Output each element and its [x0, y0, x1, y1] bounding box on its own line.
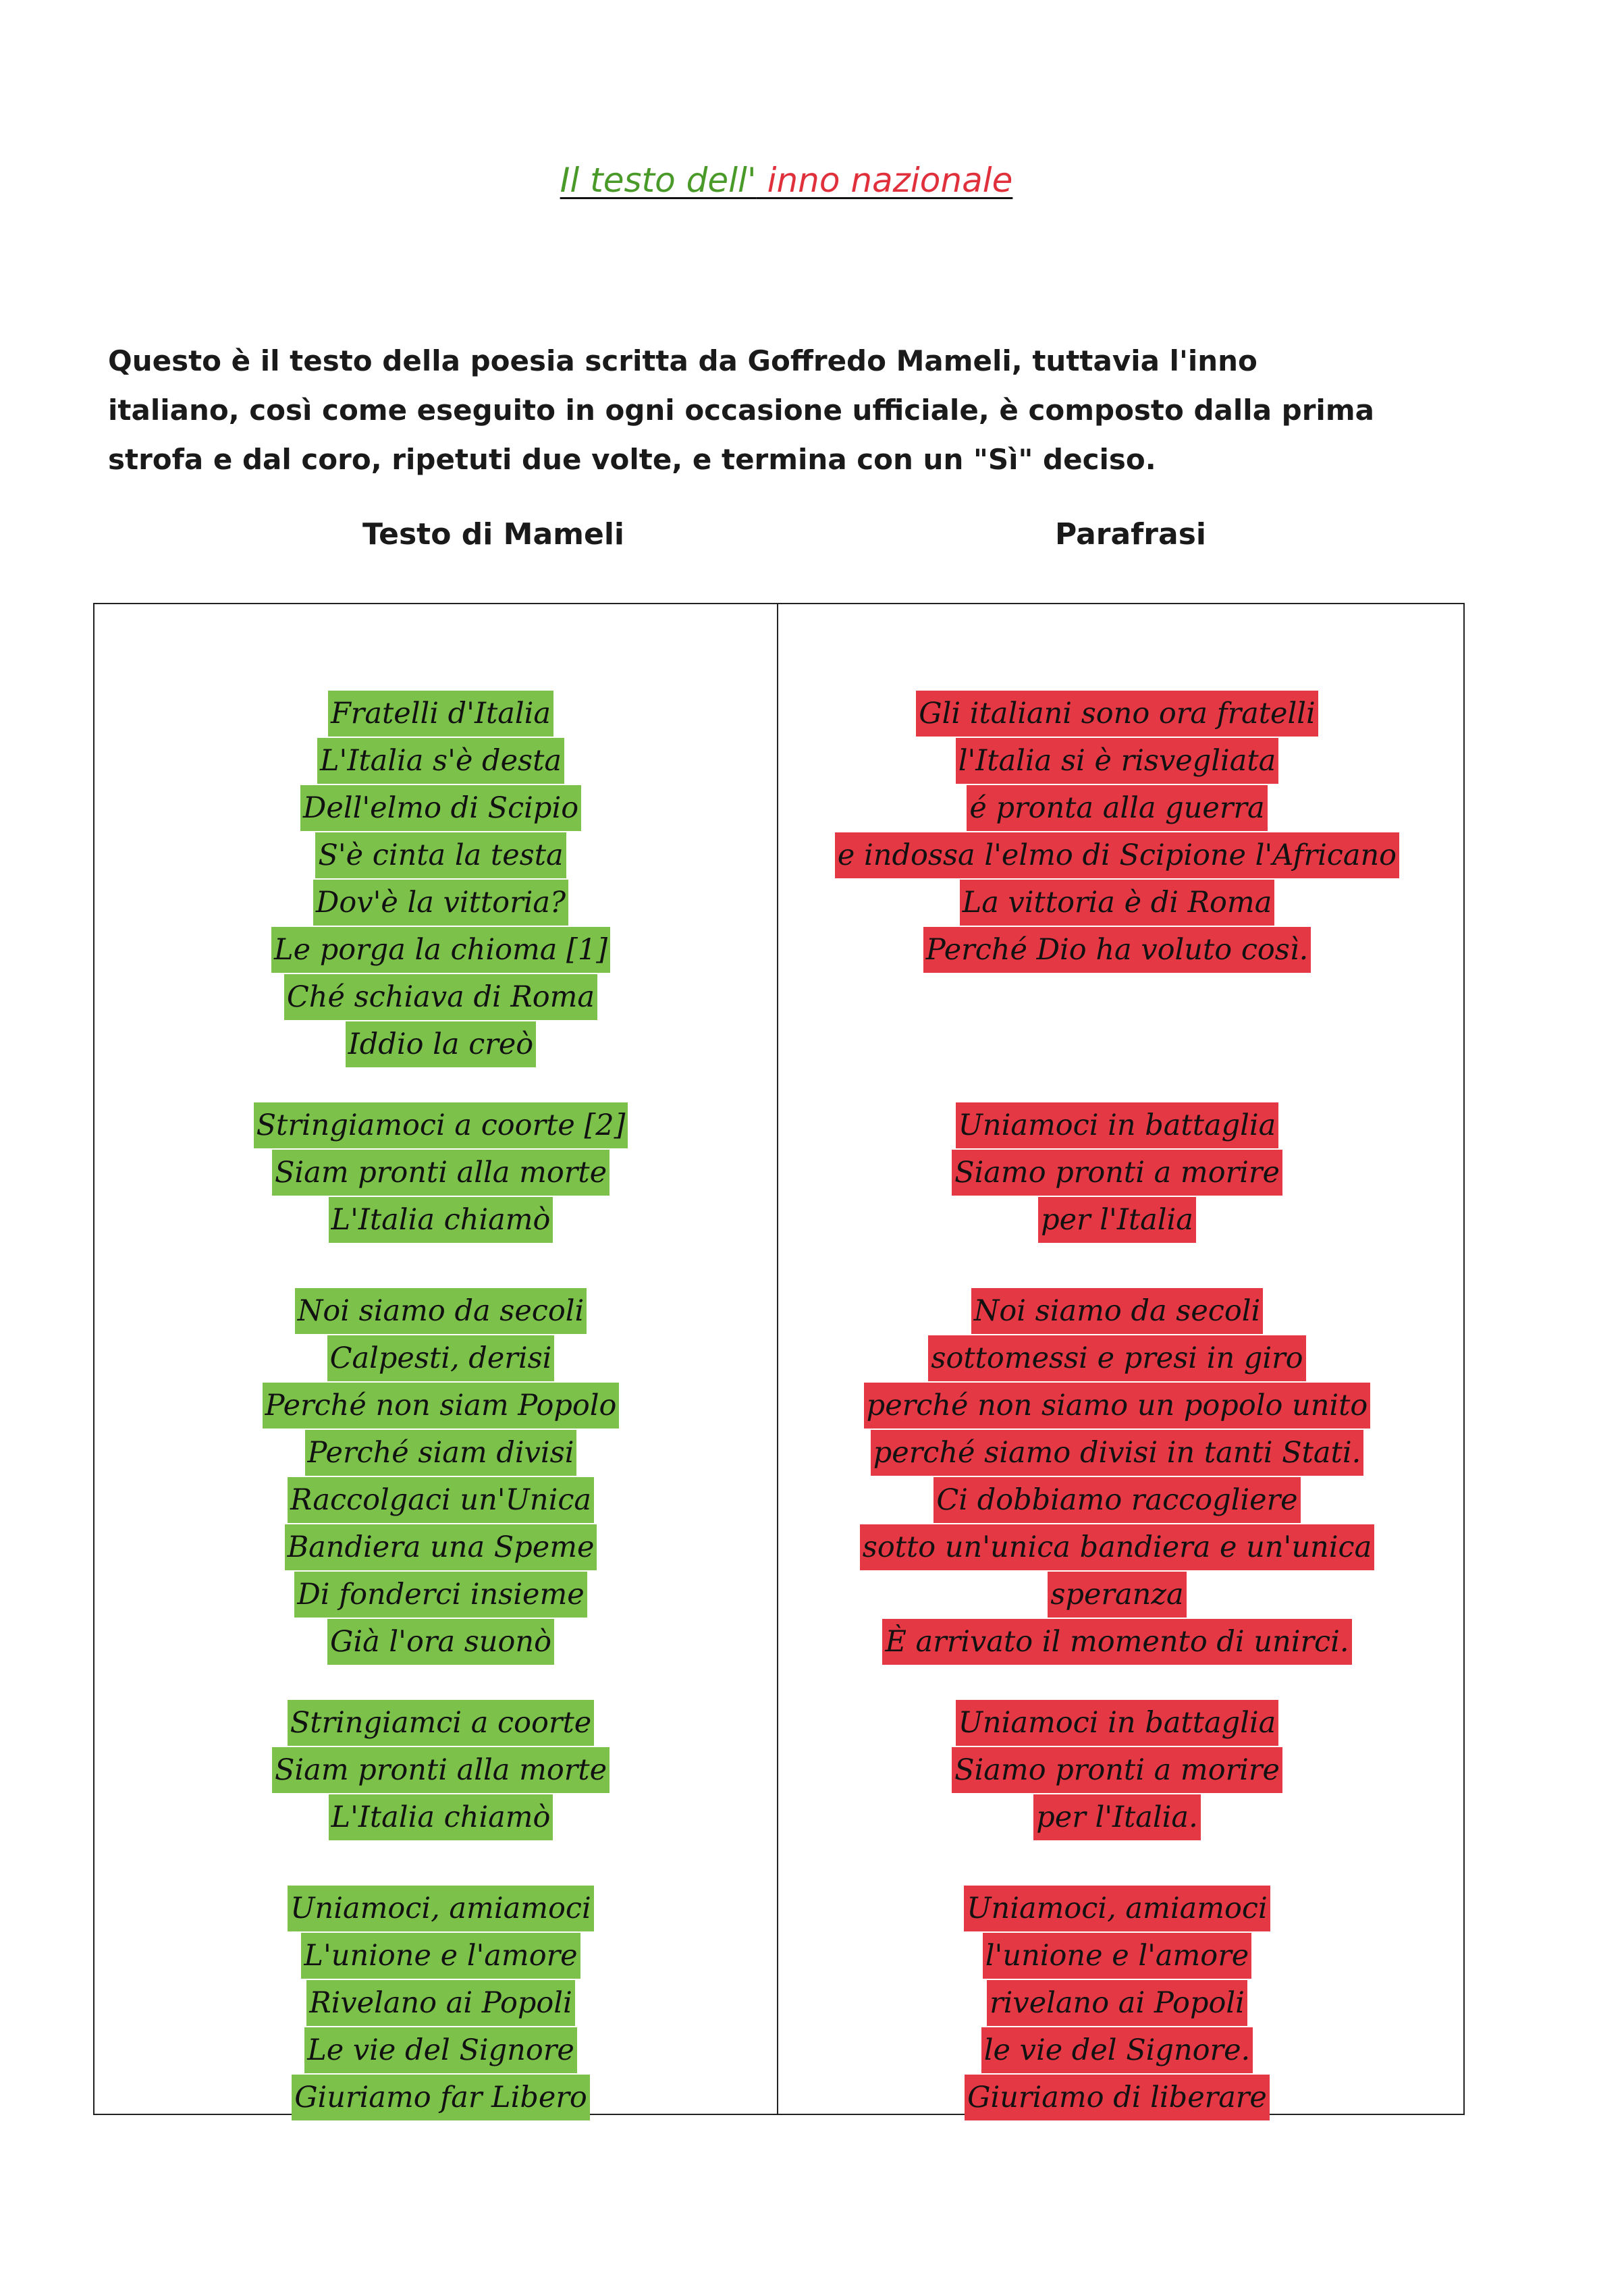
parafrasi-verse-line — [780, 1571, 1455, 1618]
parafrasi-verse-text: l'unione e l'amore — [983, 1933, 1251, 1979]
mameli-verse-text: L'unione e l'amore — [301, 1933, 580, 1979]
parafrasi-verse-text: l'Italia si è risvegliata — [956, 738, 1279, 784]
parafrasi-verse-text: La vittoria è di Roma — [960, 880, 1275, 926]
parafrasi-stanza — [780, 1102, 1455, 1244]
parafrasi-verse-line — [780, 737, 1455, 784]
parafrasi-verse-text: per l'Italia — [1038, 1197, 1196, 1243]
parafrasi-verse-line — [780, 1287, 1455, 1335]
mameli-verse-line — [103, 1979, 778, 2027]
mameli-verse-line — [103, 1699, 778, 1746]
mameli-verse-line — [103, 1335, 778, 1382]
mameli-verse-line — [103, 1196, 778, 1244]
parafrasi-verse-line — [780, 1524, 1455, 1571]
mameli-verse-text: Di fonderci insieme — [294, 1572, 587, 1618]
mameli-verse-text: Già l'ora suonò — [327, 1619, 554, 1665]
parafrasi-verse-text: speranza — [1048, 1572, 1186, 1618]
parafrasi-verse-line — [780, 1382, 1455, 1429]
mameli-verse-line — [103, 1571, 778, 1618]
parafrasi-verse-text: Ci dobbiamo raccogliere — [933, 1477, 1300, 1523]
title-part-red: inno nazionale — [756, 161, 1013, 200]
parafrasi-verse-line — [780, 2074, 1455, 2121]
parafrasi-verse-line — [780, 1885, 1455, 1932]
mameli-verse-text: Noi siamo da secoli — [295, 1288, 587, 1334]
page-title — [0, 161, 1573, 200]
mameli-verse-text: Stringiamoci a coorte [2] — [254, 1102, 628, 1148]
parafrasi-stanza — [780, 1287, 1455, 1665]
mameli-verse-line — [103, 1102, 778, 1149]
parafrasi-verse-line — [780, 2027, 1455, 2074]
mameli-verse-line — [103, 690, 778, 737]
parafrasi-verse-text: sotto un'unica bandiera e un'unica — [860, 1524, 1374, 1570]
parafrasi-verse-line — [780, 1618, 1455, 1665]
mameli-verse-line — [103, 926, 778, 973]
mameli-verse-text: Raccolgaci un'Unica — [288, 1477, 594, 1523]
parafrasi-verse-text: Gli italiani sono ora fratelli — [916, 691, 1318, 737]
mameli-verse-text: Dell'elmo di Scipio — [300, 785, 581, 831]
parafrasi-verse-text: Siamo pronti a morire — [952, 1150, 1282, 1196]
mameli-verse-line — [103, 1021, 778, 1068]
intro-line: Questo è il testo della poesia scritta da Goffredo Mameli, tuttavia l'inno — [108, 344, 1257, 377]
mameli-verse-text: Siam pronti alla morte — [272, 1150, 610, 1196]
mameli-verse-line — [103, 784, 778, 832]
mameli-verse-line — [103, 973, 778, 1021]
parafrasi-verse-text: Uniamoci in battaglia — [956, 1700, 1279, 1746]
parafrasi-verse-text: Noi siamo da secoli — [971, 1288, 1264, 1334]
mameli-stanza — [103, 1699, 778, 1841]
mameli-stanza — [103, 690, 778, 1068]
parafrasi-verse-text: Uniamoci, amiamoci — [964, 1886, 1270, 1931]
intro-line: italiano, così come eseguito in ogni occasione ufficiale, è composto dalla prima — [108, 394, 1374, 427]
parafrasi-verse-text: È arrivato il momento di unirci. — [882, 1619, 1351, 1665]
mameli-verse-line — [103, 2074, 778, 2121]
mameli-verse-text: L'Italia chiamò — [329, 1197, 553, 1243]
mameli-verse-line — [103, 1746, 778, 1794]
parafrasi-verse-text: e indossa l'elmo di Scipione l'Africano — [835, 832, 1399, 878]
mameli-verse-text: Siam pronti alla morte — [272, 1747, 610, 1793]
mameli-verse-line — [103, 1287, 778, 1335]
column-header-parafrasi: Parafrasi — [1055, 517, 1206, 552]
mameli-verse-text: Rivelano ai Popoli — [306, 1980, 575, 2026]
column-header-mameli: Testo di Mameli — [362, 517, 624, 552]
parafrasi-verse-line — [780, 1102, 1455, 1149]
parafrasi-verse-text: perché siamo divisi in tanti Stati. — [871, 1430, 1364, 1476]
mameli-verse-line — [103, 1524, 778, 1571]
mameli-verse-line — [103, 1618, 778, 1665]
parafrasi-verse-line — [780, 1196, 1455, 1244]
parafrasi-verse-line — [780, 1149, 1455, 1196]
intro-line: strofa e dal coro, ripetuti due volte, e termina con un "Sì" deciso. — [108, 443, 1156, 476]
parafrasi-verse-line — [780, 832, 1455, 879]
mameli-stanza — [103, 1287, 778, 1665]
mameli-verse-line — [103, 1149, 778, 1196]
parafrasi-verse-line — [780, 1979, 1455, 2027]
mameli-verse-line — [103, 1429, 778, 1476]
mameli-verse-line — [103, 832, 778, 879]
parafrasi-verse-line — [780, 1335, 1455, 1382]
parafrasi-verse-text: sottomessi e presi in giro — [928, 1335, 1305, 1381]
title-part-green: Il testo dell' — [560, 161, 757, 200]
mameli-verse-text: Calpesti, derisi — [327, 1335, 555, 1381]
parafrasi-verse-line — [780, 1699, 1455, 1746]
parafrasi-verse-line — [780, 926, 1455, 973]
parafrasi-verse-text: Giuriamo di liberare — [965, 2075, 1270, 2120]
parafrasi-verse-line — [780, 1794, 1455, 1841]
parafrasi-verse-line — [780, 1746, 1455, 1794]
mameli-verse-text: L'Italia chiamò — [329, 1794, 553, 1840]
mameli-verse-text: Le vie del Signore — [304, 2027, 577, 2073]
mameli-verse-line — [103, 2027, 778, 2074]
mameli-stanza — [103, 1885, 778, 2121]
parafrasi-verse-line — [780, 690, 1455, 737]
mameli-verse-line — [103, 737, 778, 784]
parafrasi-stanza — [780, 1699, 1455, 1841]
parafrasi-verse-line — [780, 879, 1455, 926]
parafrasi-verse-text: per l'Italia. — [1033, 1794, 1200, 1840]
mameli-verse-text: Dov'è la vittoria? — [313, 880, 568, 926]
mameli-verse-line — [103, 1382, 778, 1429]
parafrasi-verse-text: Uniamoci in battaglia — [956, 1102, 1279, 1148]
parafrasi-verse-text: le vie del Signore. — [981, 2027, 1253, 2073]
parafrasi-verse-line — [780, 1429, 1455, 1476]
parafrasi-verse-text: Perché Dio ha voluto così. — [923, 927, 1311, 973]
mameli-verse-text: Stringiamci a coorte — [288, 1700, 594, 1746]
parafrasi-stanza — [780, 1885, 1455, 2121]
mameli-verse-text: Bandiera una Speme — [285, 1524, 597, 1570]
parafrasi-verse-text: rivelano ai Popoli — [987, 1980, 1247, 2026]
mameli-verse-text: Le porga la chioma [1] — [271, 927, 610, 973]
mameli-verse-line — [103, 1885, 778, 1932]
parafrasi-stanza — [780, 690, 1455, 973]
mameli-verse-line — [103, 879, 778, 926]
mameli-verse-text: Giuriamo far Libero — [292, 2075, 590, 2120]
mameli-verse-text: Ché schiava di Roma — [284, 974, 597, 1020]
mameli-verse-line — [103, 1932, 778, 1979]
parafrasi-verse-text: é pronta alla guerra — [967, 785, 1267, 831]
mameli-stanza — [103, 1102, 778, 1244]
mameli-verse-line — [103, 1476, 778, 1524]
parafrasi-verse-line — [780, 1476, 1455, 1524]
mameli-verse-text: Fratelli d'Italia — [328, 691, 553, 737]
mameli-verse-text: Perché non siam Popolo — [263, 1383, 620, 1429]
mameli-verse-text: Iddio la creò — [346, 1021, 536, 1067]
mameli-verse-text: Perché siam divisi — [305, 1430, 577, 1476]
mameli-verse-text: L'Italia s'è desta — [317, 738, 564, 784]
intro-paragraph — [108, 336, 1444, 484]
mameli-verse-text: S'è cinta la testa — [315, 832, 566, 878]
mameli-verse-line — [103, 1794, 778, 1841]
parafrasi-verse-line — [780, 1932, 1455, 1979]
parafrasi-verse-text: Siamo pronti a morire — [952, 1747, 1282, 1793]
parafrasi-verse-line — [780, 784, 1455, 832]
mameli-verse-text: Uniamoci, amiamoci — [288, 1886, 593, 1931]
parafrasi-verse-text: perché non siamo un popolo unito — [864, 1383, 1371, 1429]
